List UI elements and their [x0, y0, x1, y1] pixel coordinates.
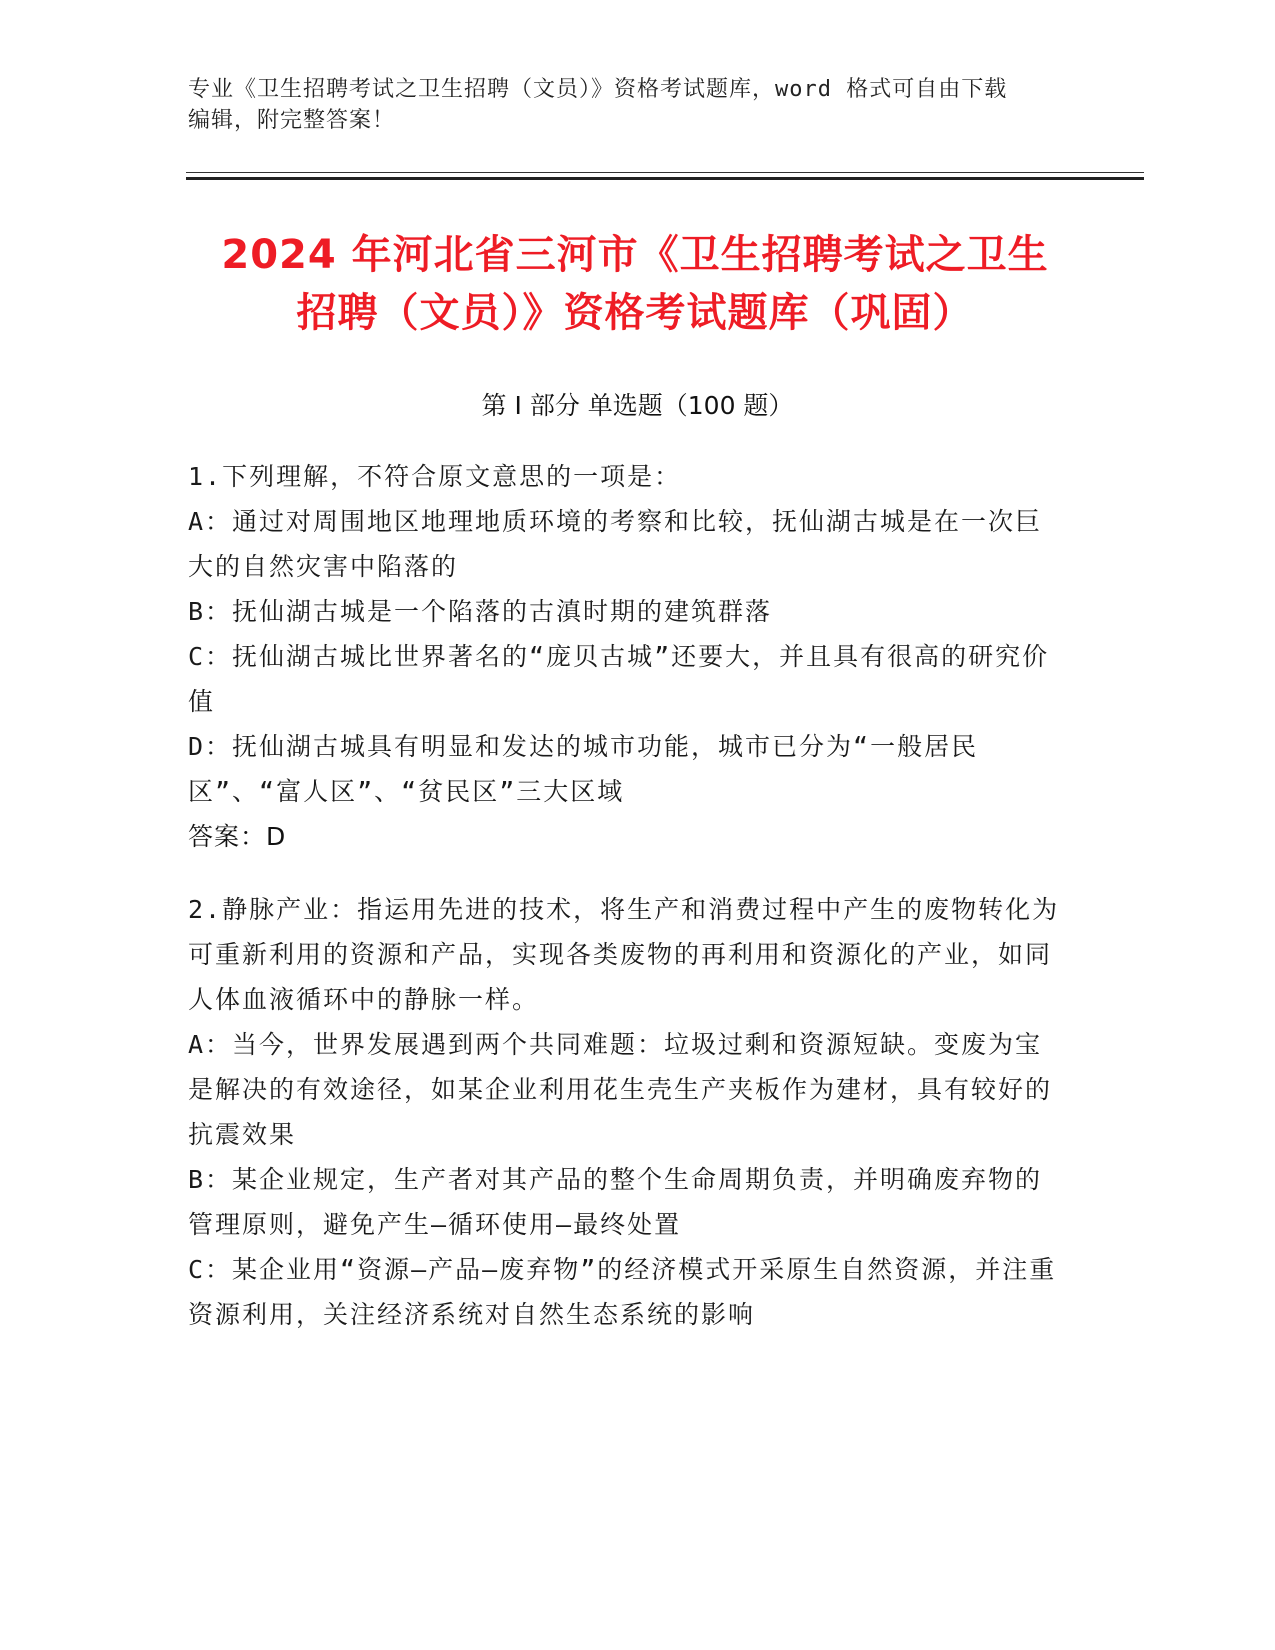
document-title	[150, 226, 1120, 342]
header-line-2: 编辑，附完整答案！	[188, 108, 396, 133]
question-2	[188, 887, 1068, 1337]
option-a: A：通过对周围地区地理地质环境的考察和比较，抚仙湖古城是在一次巨大的自然灾害中陷落的	[188, 507, 1043, 581]
option-d: D：抚仙湖古城具有明显和发达的城市功能，城市已分为“一般居民区”、“富人区”、“贫民区”三大区域	[188, 732, 979, 806]
option-a: A：当今，世界发展遇到两个共同难题：垃圾过剩和资源短缺。变废为宝是解决的有效途径，如某企业利用花生壳生产夹板作为建材，具有较好的抗震效果	[188, 1030, 1053, 1149]
answer: 答案：D	[188, 822, 287, 851]
option-b: B：抚仙湖古城是一个陷落的古滇时期的建筑群落	[188, 597, 773, 626]
option-c: C：抚仙湖古城比世界著名的“庞贝古城”还要大，并且具有很高的研究价值	[188, 642, 1050, 716]
question-stem: 1.下列理解，不符合原文意思的一项是：	[188, 462, 682, 491]
option-c: C：某企业用“资源—产品—废弃物”的经济模式开采原生自然资源，并注重资源利用，关注经济系统对自然生态系统的影响	[188, 1255, 1057, 1329]
option-b: B：某企业规定，生产者对其产品的整个生命周期负责，并明确废弃物的管理原则，避免产生—循环使用—最终处置	[188, 1165, 1043, 1239]
page-header	[188, 74, 1068, 136]
title-line-2: 招聘（文员）》资格考试题库（巩固）	[296, 290, 974, 336]
header-divider-thick	[186, 177, 1144, 180]
question-stem: 2.静脉产业：指运用先进的技术，将生产和消费过程中产生的废物转化为可重新利用的资源和产品，实现各类废物的再利用和资源化的产业，如同人体血液循环中的静脉一样。	[188, 895, 1060, 1014]
header-line-1: 专业《卫生招聘考试之卫生招聘（文员）》资格考试题库，word 格式可自由下载	[188, 77, 1008, 102]
question-1	[188, 454, 1068, 859]
title-line-1: 2024 年河北省三河市《卫生招聘考试之卫生	[221, 232, 1049, 278]
header-divider-thin	[186, 172, 1144, 173]
section-title: 第 I 部分 单选题（100 题）	[481, 391, 794, 420]
